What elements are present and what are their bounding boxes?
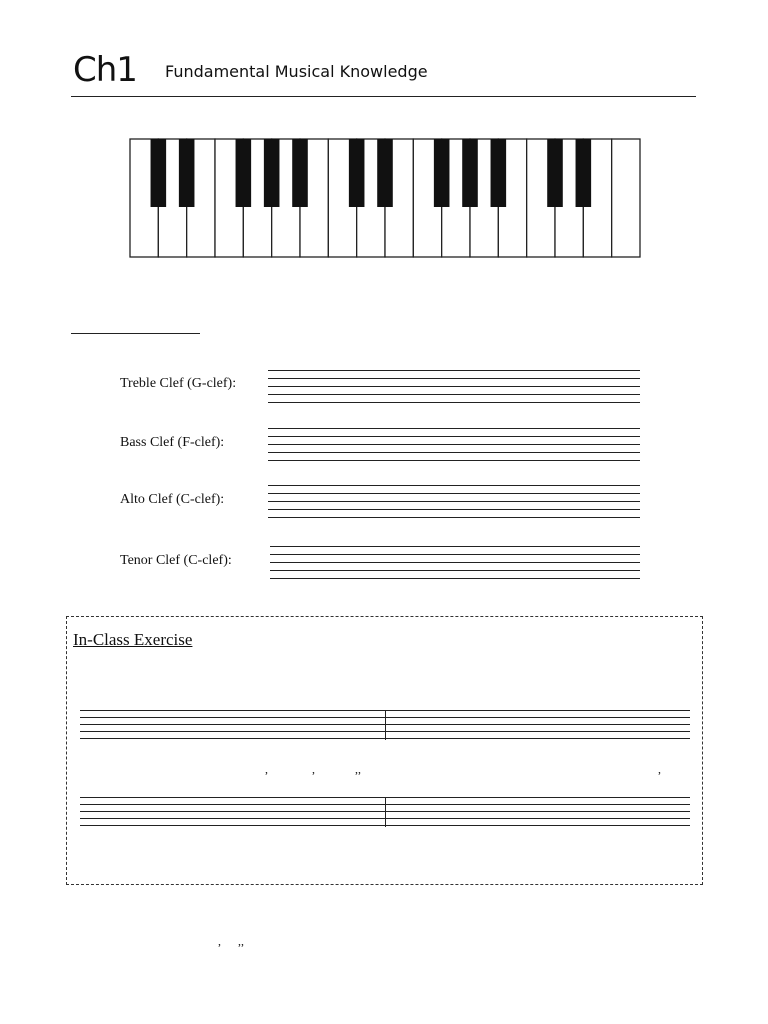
black-key bbox=[349, 139, 365, 207]
treble-clef-label: Treble Clef (G-clef): bbox=[120, 376, 237, 391]
bass-clef-label: Bass Clef (F-clef): bbox=[120, 435, 225, 450]
black-key bbox=[151, 139, 167, 207]
tenor-staff bbox=[270, 546, 640, 580]
white-key bbox=[612, 139, 640, 257]
barline bbox=[385, 797, 386, 827]
chapter-number: Ch1 bbox=[73, 50, 137, 90]
section-rule bbox=[71, 333, 200, 334]
black-key bbox=[236, 139, 252, 207]
alto-staff bbox=[268, 485, 640, 519]
answer-mark: , bbox=[312, 762, 315, 776]
exercise-title: In-Class Exercise bbox=[73, 630, 193, 649]
black-key bbox=[547, 139, 563, 207]
black-key bbox=[264, 139, 280, 207]
footnote-mark: ,, bbox=[238, 934, 244, 948]
treble-staff bbox=[268, 370, 640, 404]
header-rule bbox=[71, 96, 696, 97]
answer-mark: ,, bbox=[355, 762, 361, 776]
black-key bbox=[491, 139, 507, 207]
bass-staff bbox=[268, 428, 640, 462]
tenor-clef-label: Tenor Clef (C-clef): bbox=[120, 553, 232, 568]
answer-mark: , bbox=[265, 762, 268, 776]
chapter-title: Fundamental Musical Knowledge bbox=[165, 62, 428, 81]
exercise-box bbox=[66, 616, 703, 885]
black-key bbox=[377, 139, 393, 207]
black-key bbox=[576, 139, 592, 207]
footnote-mark: , bbox=[218, 934, 221, 948]
exercise-staff-2 bbox=[80, 797, 690, 831]
black-key bbox=[179, 139, 195, 207]
black-key bbox=[434, 139, 450, 207]
piano-keyboard bbox=[129, 138, 641, 258]
black-key bbox=[292, 139, 308, 207]
barline bbox=[385, 710, 386, 740]
answer-mark: , bbox=[658, 762, 661, 776]
exercise-staff-1 bbox=[80, 710, 690, 744]
alto-clef-label: Alto Clef (C-clef): bbox=[120, 492, 225, 507]
black-key bbox=[462, 139, 478, 207]
